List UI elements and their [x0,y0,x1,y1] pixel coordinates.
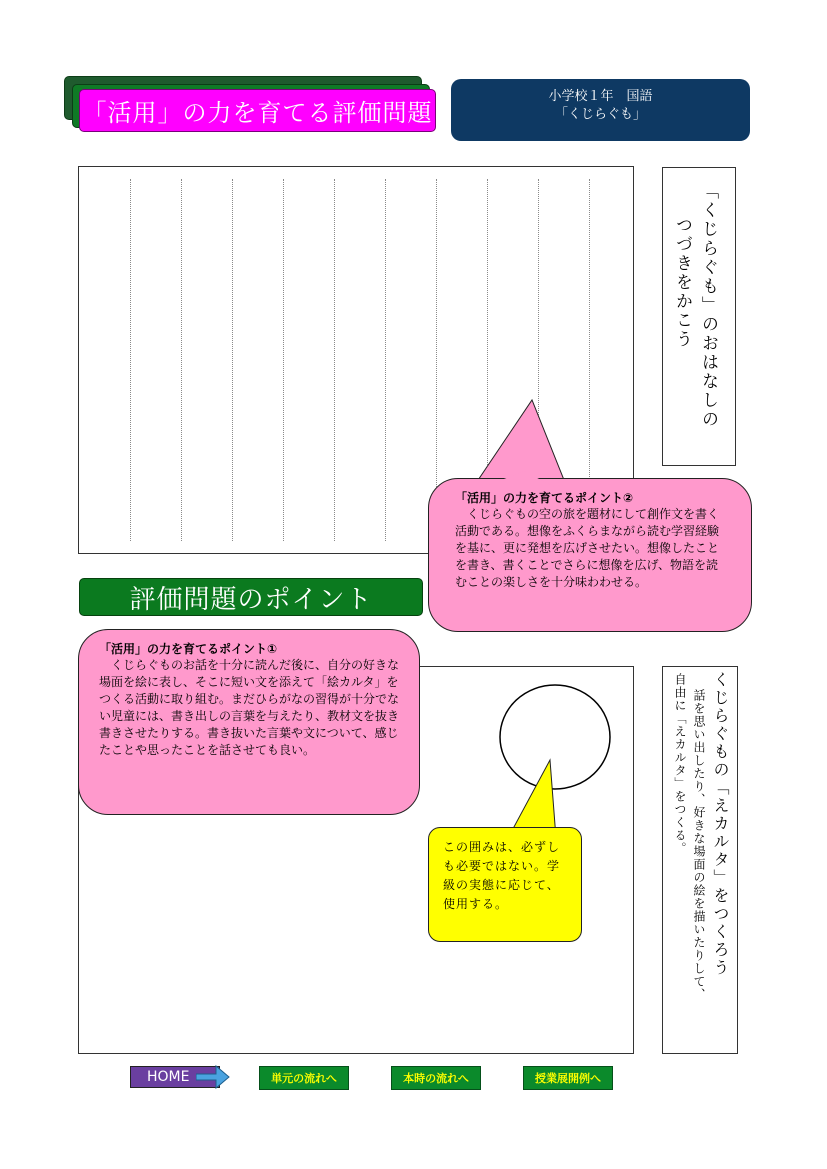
point1-body: くじらぐものお話を十分に読んだ後に、自分の好きな場面を絵に表し、そこに短い文を添えて「絵カルタ」をつくる活動に取り組む。まだひらがなの習得が十分でない児童には、書き出しの言葉を与えたり、教材文を抜き書きさせたりする。書き抜いた言葉や文について、感じたことや思ったことを話させても良い。 [99,658,400,757]
section2-sub-line2: 自由に「えカルタ」をつくる。 [673,673,687,855]
note-pointer [498,758,578,838]
point1-callout [78,629,420,815]
section1-title-line1: 「くじらぐも」のおはなしの [698,182,718,429]
section1-title-box [662,167,736,466]
home-arrow-icon [196,1064,230,1090]
unit-label: 「くじらぐも」 [554,107,646,122]
point2-heading: 「活用」の力を育てるポイント② [455,491,634,505]
points-heading: 評価問題のポイント [79,578,423,616]
section2-title: くじらぐもの「えカルタ」をつくろう [711,671,730,977]
section2-title-box [662,666,738,1054]
point2-body: くじらぐもの空の旅を題材にして創作文を書く活動である。想像をふくらまながら読む学習経験を基に、更に発想を広げさせたい。想像したことを書き、書くことでさらに想像を広げ、物語を読むことの楽しさを十分味わわせる。 [455,507,720,589]
note-callout: この囲みは、必ずしも必要ではない。学級の実態に応じて、使用する。 [428,827,582,942]
page-title: 「活用」の力を育てる評価問題 [79,89,436,132]
point2-callout [428,478,752,632]
home-label: HOME [147,1069,190,1085]
section1-title-line2: つづきをかこう [672,216,692,349]
grade-label: 小学校１年 国語 [548,89,653,104]
unit-flow-button[interactable]: 単元の流れへ [259,1066,349,1090]
point1-heading: 「活用」の力を育てるポイント① [99,642,278,656]
lesson-flow-button[interactable]: 本時の流れへ [391,1066,481,1090]
section2-sub-line1: 話を思い出したり、好きな場面の絵を描いたりして、 [692,689,706,1001]
grade-box [451,79,750,141]
callout-pointer-cover [470,470,580,490]
example-button[interactable]: 授業展開例へ [523,1066,613,1090]
